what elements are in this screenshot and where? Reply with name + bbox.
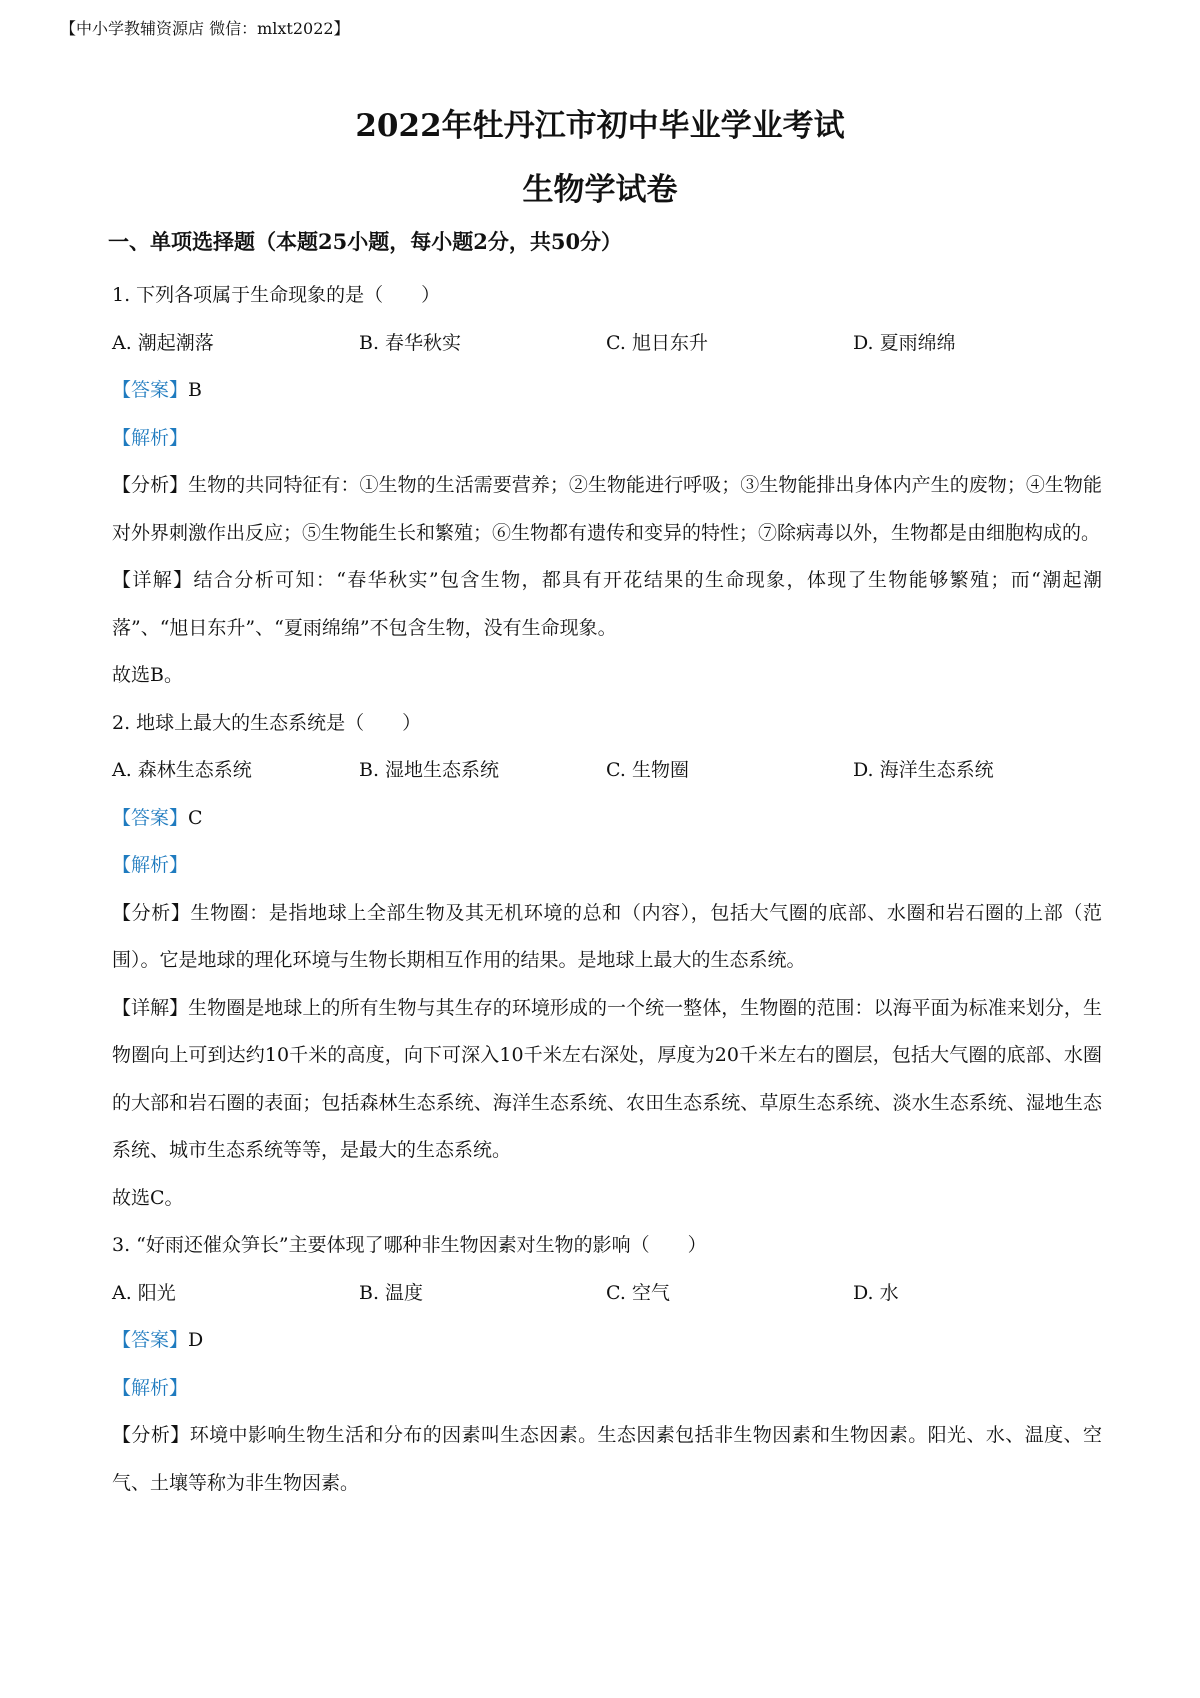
option-c: C. 空气	[606, 1281, 670, 1304]
answer-line	[112, 1317, 1102, 1365]
detail-tag: 【详解】	[112, 569, 194, 591]
question-3	[112, 1222, 1102, 1507]
analysis-text: 环境中影响生物生活和分布的因素叫生态因素。生态因素包括非生物因素和生物因素。阳光、水、温度、空气、土壤等称为非生物因素。	[112, 1424, 1102, 1494]
option-c: C. 生物圈	[606, 759, 689, 781]
detail-paragraph	[112, 557, 1102, 652]
answer-tag: 【答案】	[112, 806, 189, 829]
explain-line	[112, 1365, 1102, 1413]
explain-tag: 【解析】	[112, 426, 189, 449]
answer-tag: 【答案】	[112, 1329, 189, 1351]
question-stem: 1. 下列各项属于生命现象的是（ ）	[112, 284, 441, 306]
explain-line	[112, 415, 1102, 463]
question-stem: 3. “好雨还催众笋长”主要体现了哪种非生物因素对生物的影响（ ）	[112, 1234, 707, 1256]
answer-value: C	[188, 806, 203, 829]
option-b: B. 温度	[359, 1281, 424, 1304]
conclusion: 故选B。	[112, 664, 183, 686]
option-a: A. 潮起潮落	[112, 331, 214, 354]
answer-line	[112, 367, 1102, 415]
answer-tag: 【答案】	[112, 379, 189, 401]
question-options	[112, 320, 1102, 368]
analysis-tag: 【分析】	[112, 474, 189, 496]
section-heading: 一、单项选择题（本题25小题，每小题2分，共50分）	[108, 229, 623, 254]
option-d: D. 水	[853, 1281, 899, 1304]
question-stem: 2. 地球上最大的生态系统是（ ）	[112, 711, 422, 734]
option-d: D. 海洋生态系统	[853, 759, 994, 781]
answer-value: B	[188, 379, 202, 401]
analysis-paragraph	[112, 1412, 1102, 1507]
analysis-text: 生物圈：是指地球上全部生物及其无机环境的总和（内容），包括大气圈的底部、水圈和岩石圈的上部（范围）。它是地球的理化环境与生物长期相互作用的结果。是地球上最大的生态系统。	[112, 901, 1102, 971]
analysis-paragraph	[112, 462, 1102, 557]
question-2	[112, 700, 1102, 1223]
detail-text: 结合分析可知：“春华秋实”包含生物，都具有开花结果的生命现象，体现了生物能够繁殖；而“潮起潮落”、“旭日东升”、“夏雨绵绵”不包含生物，没有生命现象。	[112, 569, 1102, 639]
analysis-tag: 【分析】	[112, 1424, 190, 1446]
question-options	[112, 747, 1102, 795]
question-1	[112, 272, 1102, 700]
answer-value: D	[188, 1329, 204, 1351]
option-d: D. 夏雨绵绵	[853, 331, 956, 354]
questions-content	[112, 272, 1102, 1507]
detail-text: 生物圈是地球上的所有生物与其生存的环境形成的一个统一整体，生物圈的范围：以海平面为标准来划分，生物圈向上可到达约10千米的高度，向下可深入10千米左右深处，厚度为20千米左右的圈层，包括大气圈的底部、水圈的大部和岩石圈的表面；包括森林生态系统、海洋生态系统、农田生态系统、草原生态系统、淡水生态系统、湿地生态系统、城市生态系统等等，是最大的生态系统。	[112, 996, 1102, 1161]
option-c: C. 旭日东升	[606, 331, 708, 354]
answer-line	[112, 795, 1102, 843]
header-note: 【中小学教辅资源店 微信：mlxt2022】	[60, 19, 350, 38]
option-b: B. 春华秋实	[359, 331, 462, 354]
analysis-text: 生物的共同特征有：①生物的生活需要营养；②生物能进行呼吸；③生物能排出身体内产生的废物；④生物能对外界刺激作出反应；⑤生物能生长和繁殖；⑥生物都有遗传和变异的特性；⑦除病毒以外，生物都是由细胞构成的。	[112, 474, 1102, 544]
detail-paragraph	[112, 985, 1102, 1175]
question-options	[112, 1270, 1102, 1318]
analysis-paragraph	[112, 890, 1102, 985]
option-a: A. 阳光	[112, 1281, 176, 1304]
conclusion: 故选C。	[112, 1186, 184, 1209]
option-a: A. 森林生态系统	[112, 759, 252, 781]
detail-tag: 【详解】	[112, 996, 189, 1019]
explain-tag: 【解析】	[112, 1376, 189, 1399]
exam-title: 2022年牡丹江市初中毕业学业考试	[355, 108, 845, 144]
exam-subtitle: 生物学试卷	[522, 172, 678, 208]
option-b: B. 湿地生态系统	[359, 759, 500, 781]
explain-tag: 【解析】	[112, 854, 189, 876]
explain-line	[112, 842, 1102, 890]
analysis-tag: 【分析】	[112, 901, 191, 924]
